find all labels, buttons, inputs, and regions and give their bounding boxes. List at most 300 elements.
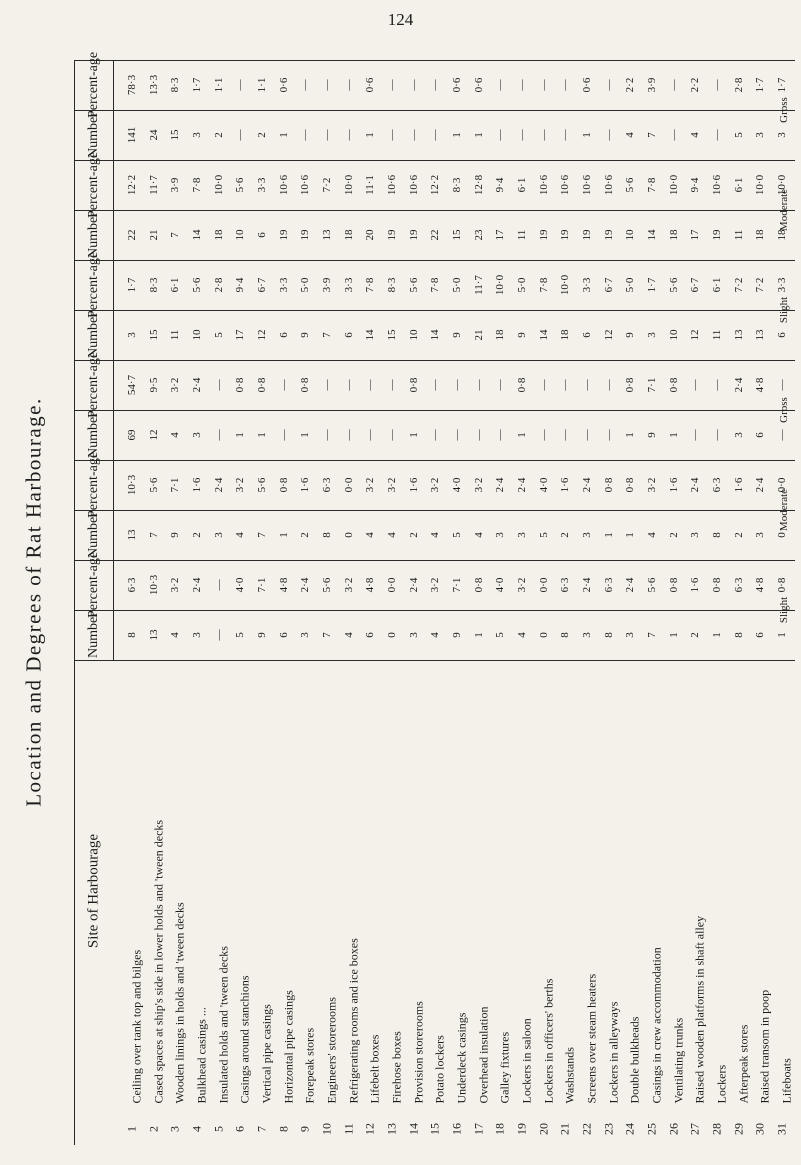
table-cell bbox=[276, 160, 292, 210]
cell-value: 19 bbox=[581, 229, 594, 241]
site-name-text: Cased spaces at ship's side in lower holds and 'tween decks bbox=[151, 819, 166, 1104]
cell-value: 0·8 bbox=[776, 577, 789, 593]
cell-value: 1 bbox=[776, 632, 789, 638]
table-cell bbox=[514, 210, 530, 260]
table-cell bbox=[471, 460, 487, 510]
table-cell bbox=[514, 160, 530, 210]
cell-value: 6·3 bbox=[559, 577, 572, 593]
cell-value: 6·7 bbox=[255, 277, 268, 293]
number-label: Number bbox=[86, 312, 101, 358]
cell-value: 54·7 bbox=[125, 374, 138, 396]
row-number-text: 2 bbox=[146, 1126, 161, 1132]
table-cell bbox=[601, 110, 617, 160]
cell-value: 2 bbox=[689, 632, 702, 638]
cell-value: 2·4 bbox=[581, 477, 594, 493]
table-cell bbox=[427, 360, 443, 410]
cell-value: 0·8 bbox=[711, 577, 724, 593]
row-number bbox=[751, 1115, 769, 1143]
cell-value: 2·2 bbox=[624, 77, 637, 93]
cell-value: 0 bbox=[342, 532, 355, 538]
table-cell bbox=[406, 410, 422, 460]
table-cell bbox=[362, 210, 378, 260]
cell-value: 7 bbox=[147, 532, 160, 538]
table-cell bbox=[211, 410, 227, 460]
cell-value: 1·7 bbox=[125, 277, 138, 293]
cell-value: 2·4 bbox=[494, 477, 507, 493]
row-number-text: 30 bbox=[752, 1123, 767, 1135]
table-cell bbox=[471, 210, 487, 260]
cell-value: 18 bbox=[754, 229, 767, 241]
cell-value: 0·8 bbox=[299, 377, 312, 393]
site-name-text: Forepeak stores bbox=[302, 1027, 317, 1104]
table-cell bbox=[536, 410, 552, 460]
cell-value: 0·8 bbox=[407, 377, 420, 393]
cell-value: 10·6 bbox=[711, 174, 724, 196]
cell-value: 3 bbox=[494, 532, 507, 538]
table-cell bbox=[601, 260, 617, 310]
cell-value: — bbox=[559, 379, 572, 391]
cell-value: 1 bbox=[581, 132, 594, 138]
row-number bbox=[296, 1115, 314, 1143]
table-cell bbox=[752, 210, 768, 260]
row-number-text: 16 bbox=[449, 1123, 464, 1135]
table-cell bbox=[319, 410, 335, 460]
table-cell bbox=[384, 560, 400, 610]
row-number-text: 7 bbox=[254, 1126, 269, 1132]
site-name bbox=[578, 666, 599, 1111]
cell-value: 0·8 bbox=[234, 377, 247, 393]
table-cell bbox=[622, 260, 638, 310]
site-name bbox=[166, 666, 187, 1111]
table-cell bbox=[384, 460, 400, 510]
cell-value: 6 bbox=[776, 332, 789, 338]
table-cell bbox=[384, 260, 400, 310]
cell-value: 2·4 bbox=[689, 477, 702, 493]
cell-value: 3 bbox=[732, 432, 745, 438]
table-cell bbox=[687, 510, 703, 560]
cell-value: 1·1 bbox=[255, 77, 268, 93]
sub-group-label: Moderate bbox=[778, 188, 790, 232]
cell-value: 0·8 bbox=[255, 377, 268, 393]
cell-value: — bbox=[711, 129, 724, 141]
cell-value: 7·8 bbox=[537, 277, 550, 293]
cell-value: 13 bbox=[147, 629, 160, 641]
cell-value: 18 bbox=[667, 229, 680, 241]
site-name bbox=[535, 666, 556, 1111]
cell-value: — bbox=[494, 129, 507, 141]
table-cell bbox=[189, 560, 205, 610]
table-cell bbox=[622, 60, 638, 110]
site-name bbox=[405, 666, 426, 1111]
table-cell bbox=[644, 460, 660, 510]
site-name bbox=[210, 666, 231, 1111]
site-name bbox=[318, 666, 339, 1111]
table-cell bbox=[146, 210, 162, 260]
cell-value: 141 bbox=[125, 126, 138, 144]
percentage-header bbox=[75, 151, 113, 219]
table-cell bbox=[471, 60, 487, 110]
cell-value: — bbox=[537, 379, 550, 391]
cell-value: 3 bbox=[754, 532, 767, 538]
cell-value: 4 bbox=[516, 632, 529, 638]
table-cell bbox=[731, 160, 747, 210]
table-cell bbox=[189, 110, 205, 160]
row-number-text: 21 bbox=[557, 1123, 572, 1135]
site-name-text: Overhead insulation bbox=[476, 1006, 491, 1104]
table-cell bbox=[189, 160, 205, 210]
table-cell bbox=[276, 460, 292, 510]
cell-value: 4·8 bbox=[754, 377, 767, 393]
site-name-text: Lifebelt boxes bbox=[367, 1034, 382, 1104]
site-name bbox=[773, 666, 794, 1111]
table-cell bbox=[644, 160, 660, 210]
table-cell bbox=[406, 560, 422, 610]
cell-value: 3·2 bbox=[429, 477, 442, 493]
row-number bbox=[621, 1115, 639, 1143]
table-cell bbox=[644, 510, 660, 560]
table-cell bbox=[427, 410, 443, 460]
cell-value: 23 bbox=[472, 229, 485, 241]
cell-value: 13 bbox=[754, 329, 767, 341]
cell-value: 0·8 bbox=[516, 377, 529, 393]
cell-value: 4·8 bbox=[754, 577, 767, 593]
table-cell bbox=[232, 510, 248, 560]
table-cell bbox=[622, 460, 638, 510]
table-cell bbox=[297, 210, 313, 260]
table-cell bbox=[297, 360, 313, 410]
cell-value: 3 bbox=[624, 632, 637, 638]
table-cell bbox=[232, 360, 248, 410]
table-cell bbox=[752, 510, 768, 560]
cell-value: 19 bbox=[277, 229, 290, 241]
cell-value: 6·3 bbox=[602, 577, 615, 593]
cell-value: 1 bbox=[451, 132, 463, 138]
cell-value: 7·1 bbox=[255, 577, 268, 593]
site-name-text: Provision storerooms bbox=[411, 1001, 426, 1104]
table-cell bbox=[427, 110, 443, 160]
table-cell bbox=[557, 160, 573, 210]
cell-value: 3·9 bbox=[320, 277, 333, 293]
cell-value: — bbox=[320, 79, 333, 91]
table-cell bbox=[471, 360, 487, 410]
table-cell bbox=[492, 310, 508, 360]
percentage-label: Percent-age bbox=[86, 151, 101, 219]
site-name bbox=[513, 666, 534, 1111]
row-number bbox=[383, 1115, 401, 1143]
cell-value: 4 bbox=[689, 132, 702, 138]
row-number bbox=[340, 1115, 358, 1143]
cell-value: 4 bbox=[429, 632, 442, 638]
cell-value: 3·3 bbox=[277, 277, 290, 293]
table-cell bbox=[427, 560, 443, 610]
cell-value: 2·4 bbox=[624, 577, 637, 593]
table-cell bbox=[189, 410, 205, 460]
table-cell bbox=[362, 110, 378, 160]
table-cell bbox=[579, 160, 595, 210]
row-number-text: 5 bbox=[211, 1126, 226, 1132]
cell-value: 1 bbox=[364, 132, 377, 138]
cell-value: 2·2 bbox=[689, 77, 702, 93]
cell-value: 3 bbox=[581, 632, 594, 638]
table-cell bbox=[622, 510, 638, 560]
cell-value: 7 bbox=[169, 232, 182, 238]
cell-value: 10 bbox=[667, 329, 680, 341]
cell-value: — bbox=[472, 379, 485, 391]
cell-value: 0·0 bbox=[385, 577, 398, 593]
cell-value: 3·2 bbox=[364, 477, 377, 493]
table-cell bbox=[211, 110, 227, 160]
cell-value: — bbox=[212, 379, 225, 391]
table-cell bbox=[579, 410, 595, 460]
cell-value: — bbox=[364, 429, 377, 441]
table-cell bbox=[666, 110, 682, 160]
row-number bbox=[166, 1115, 184, 1143]
table-cell bbox=[536, 510, 552, 560]
cell-value: — bbox=[711, 379, 724, 391]
table-cell bbox=[709, 610, 725, 660]
table-cell bbox=[362, 260, 378, 310]
cell-value: 1 bbox=[624, 432, 637, 438]
table-cell bbox=[731, 460, 747, 510]
cell-value: 0·8 bbox=[602, 477, 615, 493]
table-cell bbox=[297, 310, 313, 360]
cell-value: 69 bbox=[125, 429, 138, 441]
table-cell bbox=[362, 360, 378, 410]
cell-value: 2 bbox=[212, 132, 225, 138]
table-cell bbox=[276, 110, 292, 160]
table-cell bbox=[254, 410, 270, 460]
site-name-text: Raised transom in poop bbox=[757, 989, 772, 1104]
table-cell bbox=[492, 60, 508, 110]
cell-value: 10·6 bbox=[277, 174, 290, 196]
table-cell bbox=[362, 510, 378, 560]
table-cell bbox=[449, 460, 465, 510]
table-cell bbox=[167, 560, 183, 610]
row-number bbox=[253, 1115, 271, 1143]
cell-value: — bbox=[711, 79, 724, 91]
cell-value: 1 bbox=[277, 532, 290, 538]
table-cell bbox=[427, 510, 443, 560]
row-number-text: 23 bbox=[601, 1123, 616, 1135]
percentage-header bbox=[75, 451, 113, 519]
cell-value: 5 bbox=[732, 132, 745, 138]
cell-value: 5·6 bbox=[624, 177, 637, 193]
cell-value: 4 bbox=[169, 432, 182, 438]
cell-value: 9 bbox=[451, 632, 463, 638]
cell-value: 5 bbox=[212, 332, 225, 338]
table-cell bbox=[622, 410, 638, 460]
table-cell bbox=[124, 360, 140, 410]
table-cell bbox=[319, 160, 335, 210]
cell-value: 3·3 bbox=[342, 277, 355, 293]
cell-value: 2·4 bbox=[190, 377, 203, 393]
table-cell bbox=[666, 510, 682, 560]
cell-value: 4·8 bbox=[277, 577, 290, 593]
table-cell bbox=[709, 460, 725, 510]
table-cell bbox=[362, 560, 378, 610]
cell-value: — bbox=[602, 129, 615, 141]
cell-value: — bbox=[320, 129, 333, 141]
table-cell bbox=[492, 210, 508, 260]
cell-value: 5·6 bbox=[646, 577, 659, 593]
cell-value: 0·8 bbox=[472, 577, 485, 593]
table-cell bbox=[752, 560, 768, 610]
table-cell bbox=[579, 360, 595, 410]
site-name-text: Raised wooden platforms in shaft alley bbox=[692, 915, 707, 1104]
cell-value: 2·8 bbox=[212, 277, 225, 293]
table-cell bbox=[276, 510, 292, 560]
cell-value: 0·6 bbox=[472, 77, 485, 93]
cell-value: 15 bbox=[147, 329, 160, 341]
cell-value: 21 bbox=[147, 229, 160, 241]
table-cell bbox=[579, 510, 595, 560]
cell-value: 19 bbox=[385, 229, 398, 241]
cell-value: 10 bbox=[624, 229, 637, 241]
cell-value: 8 bbox=[711, 532, 724, 538]
cell-value: 5·6 bbox=[234, 177, 247, 193]
table-cell bbox=[644, 60, 660, 110]
cell-value: 10·0 bbox=[212, 174, 225, 196]
cell-value: — bbox=[299, 129, 312, 141]
row-number-text: 20 bbox=[536, 1123, 551, 1135]
cell-value: — bbox=[494, 379, 507, 391]
table-cell bbox=[514, 410, 530, 460]
site-name bbox=[296, 666, 317, 1111]
site-name-text: Refrigerating rooms and ice boxes bbox=[346, 938, 361, 1104]
cell-value: 6·1 bbox=[516, 177, 529, 193]
cell-value: 0 bbox=[537, 632, 550, 638]
cell-value: 9 bbox=[169, 532, 182, 538]
site-header bbox=[75, 666, 113, 1115]
cell-value: 5·0 bbox=[299, 277, 312, 293]
cell-value: 5·0 bbox=[624, 277, 637, 293]
cell-value: 11 bbox=[711, 329, 724, 341]
row-number-text: 4 bbox=[189, 1126, 204, 1132]
cell-value: 14 bbox=[537, 329, 550, 341]
cell-value: 1 bbox=[667, 632, 680, 638]
site-name bbox=[123, 666, 144, 1111]
table-cell bbox=[362, 610, 378, 660]
table-cell bbox=[536, 610, 552, 660]
row-number-text: 22 bbox=[579, 1123, 594, 1135]
cell-value: 10·6 bbox=[407, 174, 420, 196]
cell-value: 4 bbox=[342, 632, 355, 638]
cell-value: 3·9 bbox=[646, 77, 659, 93]
table-cell bbox=[167, 110, 183, 160]
site-name-text: Potato lockers bbox=[432, 1035, 447, 1104]
cell-value: — bbox=[234, 79, 247, 91]
cell-value: — bbox=[516, 129, 529, 141]
band-rule bbox=[75, 660, 795, 661]
table-cell bbox=[579, 460, 595, 510]
table-cell bbox=[557, 110, 573, 160]
table-cell bbox=[124, 60, 140, 110]
table-cell bbox=[731, 310, 747, 360]
table-cell bbox=[276, 560, 292, 610]
table-cell bbox=[124, 410, 140, 460]
table-cell bbox=[254, 310, 270, 360]
header-strip-rule bbox=[113, 60, 114, 660]
cell-value: 7 bbox=[646, 632, 659, 638]
cell-value: 0·8 bbox=[667, 377, 680, 393]
percentage-label: Percent-age bbox=[86, 351, 101, 419]
site-name-text: Casings in crew accommodation bbox=[649, 947, 664, 1104]
table-cell bbox=[211, 260, 227, 310]
table-cell bbox=[666, 610, 682, 660]
table-cell bbox=[579, 310, 595, 360]
cell-value: 9·4 bbox=[234, 277, 247, 293]
cell-value: 1·6 bbox=[667, 477, 680, 493]
cell-value: 2 bbox=[255, 132, 268, 138]
table-cell bbox=[167, 260, 183, 310]
cell-value: 2·4 bbox=[516, 477, 529, 493]
cell-value: — bbox=[429, 79, 442, 91]
cell-value: 6 bbox=[277, 632, 290, 638]
cell-value: 3·2 bbox=[472, 477, 485, 493]
table-cell bbox=[406, 260, 422, 310]
row-number bbox=[773, 1115, 791, 1143]
cell-value: 7·1 bbox=[646, 377, 659, 393]
table-cell bbox=[709, 510, 725, 560]
cell-value: — bbox=[364, 379, 377, 391]
table-cell bbox=[449, 610, 465, 660]
table-cell bbox=[254, 110, 270, 160]
table-cell bbox=[752, 160, 768, 210]
table-cell bbox=[709, 310, 725, 360]
table-cell bbox=[601, 210, 617, 260]
table-cell bbox=[514, 360, 530, 410]
cell-value: 6·1 bbox=[711, 277, 724, 293]
table-cell bbox=[557, 210, 573, 260]
table-cell bbox=[449, 410, 465, 460]
table-cell bbox=[709, 110, 725, 160]
cell-value: 11·7 bbox=[472, 275, 485, 295]
cell-value: 14 bbox=[190, 229, 203, 241]
table-cell bbox=[492, 260, 508, 310]
cell-value: 10 bbox=[407, 329, 420, 341]
site-name bbox=[361, 666, 382, 1111]
cell-value: 6 bbox=[754, 432, 767, 438]
cell-value: 19 bbox=[407, 229, 420, 241]
site-name bbox=[491, 666, 512, 1111]
table-cell bbox=[146, 460, 162, 510]
sub-group-label: Gross bbox=[778, 97, 790, 123]
cell-value: — bbox=[407, 79, 420, 91]
table-cell bbox=[189, 210, 205, 260]
table-cell bbox=[557, 360, 573, 410]
table-cell bbox=[319, 60, 335, 110]
cell-value: — bbox=[429, 379, 442, 391]
cell-value: 15 bbox=[169, 129, 182, 141]
table-cell bbox=[666, 60, 682, 110]
table-cell bbox=[276, 410, 292, 460]
cell-value: — bbox=[472, 429, 485, 441]
cell-value: 11 bbox=[516, 229, 529, 241]
running-title-text: Location and Degrees of Rat Harbourage. bbox=[21, 397, 46, 807]
table-cell bbox=[601, 410, 617, 460]
table-cell bbox=[232, 260, 248, 310]
cell-value: 2·4 bbox=[407, 577, 420, 593]
table-cell bbox=[536, 460, 552, 510]
table-cell bbox=[406, 110, 422, 160]
cell-value: 5·6 bbox=[320, 577, 333, 593]
table-cell bbox=[146, 260, 162, 310]
site-name bbox=[448, 666, 469, 1111]
row-number bbox=[686, 1115, 704, 1143]
table-cell bbox=[731, 610, 747, 660]
table-cell bbox=[319, 110, 335, 160]
table-cell bbox=[601, 610, 617, 660]
